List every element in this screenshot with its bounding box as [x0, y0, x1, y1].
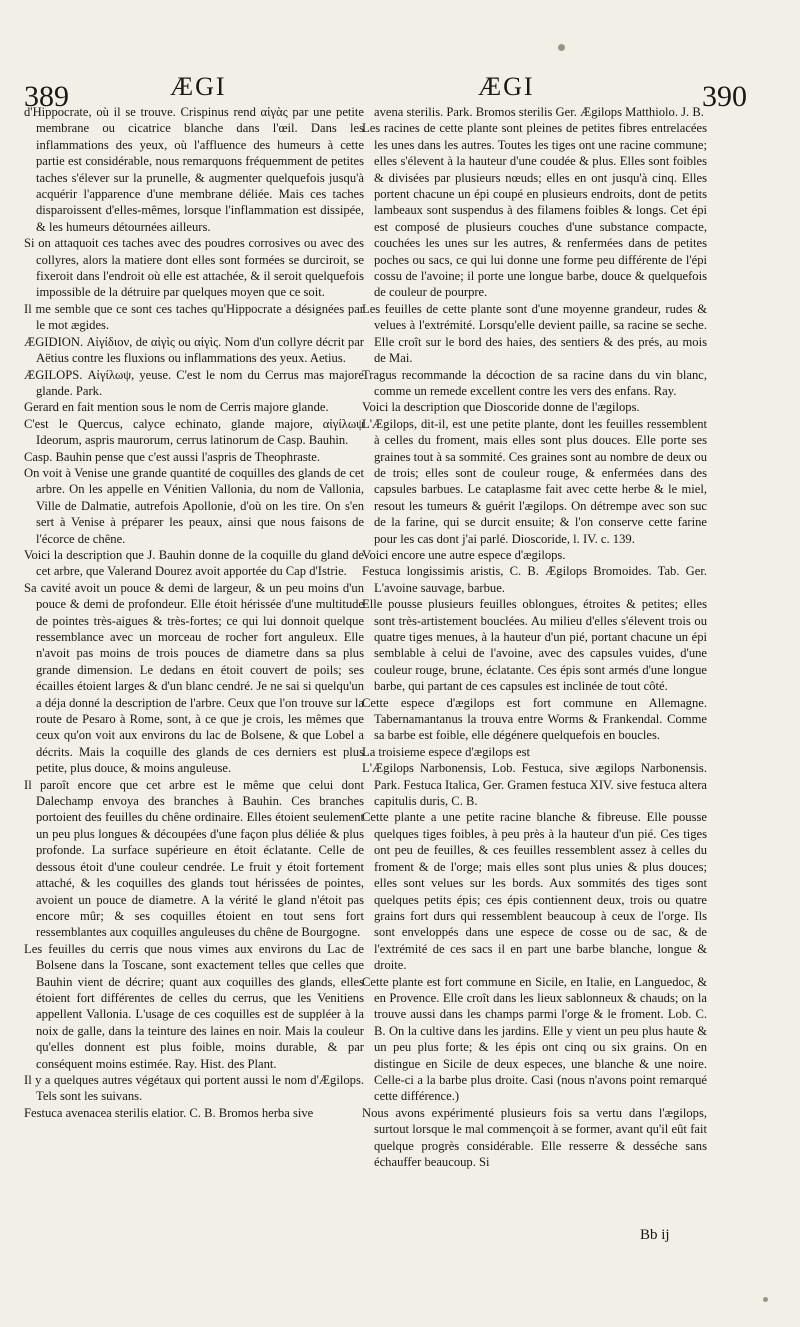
entry-aegidion: ÆGIDION. Αἰγίδιον, de αἰγὶς ou αἰγὶς. Nom d'un collyre décrit par Aëtius contre les fluxions ou inflammations des yeux. Aetius.	[24, 334, 364, 366]
paragraph: Voici la description que Dioscoride donne de l'ægilops.	[362, 400, 640, 415]
paragraph: Nous avons expérimenté plusieurs fois sa vertu dans l'ægilops, surtout lorsque le mal commençoit à se former, avant qu'il eût fait quelque progrès considérable. Elle resserre & desséche sans échauffer beaucoup. Si	[362, 1105, 707, 1169]
paragraph-continued: avena sterilis. Park. Bromos sterilis Ger. Ægilops Matthiolo. J. B.	[374, 105, 704, 119]
paragraph: Cette plante a une petite racine blanche & fibreuse. Elle pousse quelques tiges foibles, à peu près à la hauteur d'un pié. Ces tiges ont peu de feuilles, & ces feuilles ressemblent assez à celles du froment & de l'orge; mais elles sont plus unies & plus douces; elles sont velues sur les bords. Aux sommités des tiges sont quelques petits épis; ces épis contiennent deux, trois ou quatre grains fort durs qui ressemblent beaucoup à ceux de l'orge. Ils sont enveloppés dans une espece de cosse ou de sac, & de l'extrémité de ces sacs il en part une barbe blanche, longue & droite.	[362, 810, 707, 973]
paragraph: Elle pousse plusieurs feuilles oblongues, étroites & petites; elles sont très-artistement bouclées. Au milieu d'elles s'élevent trois ou quatre tiges menues, à la hauteur d'un pié, portant chacune un épi semblable à celui de l'avoine, avec des capsules vuides, d'une couleur rouge, brune, éclatante. Ces épis sont armés d'une longue barbe, qui partant de ces capsules est inclinée de tout côté.	[362, 597, 707, 694]
paragraph: Gerard en fait mention sous le nom de Cerris majore glande.	[24, 400, 329, 415]
right-text-column	[362, 104, 707, 1170]
paragraph: La troisieme espece d'ægilops est	[362, 744, 531, 759]
paragraph: Les racines de cette plante sont pleines de petites fibres entrelacées les unes dans les autres. Toutes les tiges ont une racine commune; elles s'élevent à la hauteur d'une coudée & plus. Elles sont foibles & divisées par plusieurs nœuds; elles en ont jusqu'à cinq. Elles portent chacune un épi coupé en plusieurs endroits, dont de petits lambeaux sont suspendus à des filamens foibles & longs. Cet épi est composé de plusieurs couches d'une substance compacte, couchées les unes sur les autres, & renfermées dans de petites poches ou sacs, ce qui lui donne une forme peu différente de l'épi cossu de l'avoine; il porte une longue barbe, douce & quelquefois de couleur de pourpre.	[362, 121, 707, 300]
left-page-number: 389	[24, 80, 69, 113]
paragraph: Sa cavité avoit un pouce & demi de largeur, & un peu moins d'un pouce & demi de profondeur. Elle étoit hérissée d'une multitude de pointes très-aigues & très-fortes; ce qui lui donnoit quelque ressemblance avec un morceau de rocher fort anguleux. Elle n'avoit pas moins de trois pouces de diametre dans sa plus grande dimension. Le dedans en étoit couvert de poils; ses écailles étoient larges & d'un blanc cendré. Je ne sai si quelqu'un a déja donné la description de l'arbre. Ceux que l'on trouve sur la route de Pesaro à Rome, sont, à ce que je crois, les mêmes que ceux qu'on voit aux environs du lac de Bolsene, & que Lobel a décrits. Mais la coquille des glands de ces derniers est plus petite, plus douce, & moins anguleuse.	[24, 580, 364, 776]
paragraph: Il y a quelques autres végétaux qui portent aussi le nom d'Ægilops. Tels sont les suivans.	[24, 1072, 364, 1104]
ink-speck	[763, 1297, 768, 1302]
left-text-column	[24, 104, 364, 1121]
ink-speck	[558, 44, 565, 51]
entry-aegilops: ÆGILOPS. Αἰγίλωψ, yeuse. C'est le nom du Cerrus mas majore glande. Park.	[24, 367, 364, 398]
paragraph: L'Ægilops, dit-il, est une petite plante, dont les feuilles ressemblent à celles du froment, mais elles sont plus douces. Elle porte ses graines tout à sa sommité. Ces graines sont au nombre de deux ou de trois; elles sont de couleur rouge, & enfermées dans des capsules barbues. Le cataplasme fait avec cette herbe & le miel, resout les tumeurs & guérit l'ægilops. On détrempe avec son suc de la farine, qui se durcit ensuite; & l'on conserve cette farine pour les cas dont j'ai parlé. Dioscoride, l. IV. c. 139.	[362, 416, 707, 546]
paragraph: Voici la description que J. Bauhin donne de la coquille du gland de cet arbre, que Valerand Dourez avoit apportée du Cap d'Istrie.	[24, 547, 364, 579]
left-running-head: ÆGI	[170, 72, 227, 101]
paragraph: Les feuilles du cerris que nous vimes aux environs du Lac de Bolsene dans la Toscane, sont exactement telles que celles que Bauhin vient de décrire; quant aux coquilles des glands, elles étoient fort différentes de celles du cerrus, que les Venitiens appellent Vallonia. L'usage de ces coquilles est de suppléer à la noix de galle, dans la teinture des laines en noir. Mais la couleur qu'elles donnent est plus foible, moins durable, & par conséquent moins estimée. Ray. Hist. des Plant.	[24, 941, 364, 1071]
right-running-head: ÆGI	[478, 72, 535, 101]
paragraph: Si on attaquoit ces taches avec des poudres corrosives ou avec des collyres, alors la matiere dont elles sont formées se durciroit, se fixeroit dans l'endroit où elle est attachée, & il seroit quelquefois impossible de la détruire par quelques moyen que ce soit.	[24, 236, 364, 300]
paragraph: On voit à Venise une grande quantité de coquilles des glands de cet arbre. On les appelle en Vénitien Vallonia, du nom de Vallonia, Ville de Dalmatie, autrefois Apollonie, d'où on les tire. On s'en sert à Venise à préparer les peaux, ainsi que nous faisons de l'écorce de chêne.	[24, 465, 364, 546]
paragraph: Il paroît encore que cet arbre est le même que celui dont Dalechamp envoya des branches à Bauhin. Ces branches portoient des feuilles du chêne ordinaire. Elles étoient seulement un peu plus longues & découpées d'une façon plus déliée & plus profonde. La surface supérieure en étoit éclatante. Celle de dessous étoit d'une couleur cendrée. Le fruit y étoit fortement attaché, & les coquilles des glands tout hérissées de pointes, avoient un pouce de diametre. A la vérité le gland n'étoit pas encore mûr; & ses coquilles étoient en tout sens fort ressemblantes aux coquilles anguleuses du chêne de Bourgogne.	[24, 777, 364, 940]
right-page-number: 390	[702, 80, 747, 113]
paragraph: Tragus recommande la décoction de sa racine dans du vin blanc, comme un remede excellent contre les vers des enfans. Ray.	[362, 367, 707, 398]
paragraph: d'Hippocrate, où il se trouve. Crispinus rend αἰγὰς par une petite membrane ou cicatrice blanche dans l'œil. Dans les inflammations des yeux, où l'affluence des humeurs à cette partie est considérable, nous remarquons fréquemment de petites taches s'élever sur la prunelle, & augmenter quelquefois jusqu'à acquérir l'apparence d'une membrane déliée. Mais ces taches disparoissent d'elles-mêmes, lorsque l'inflammation est dissipée, & les humeurs détournées ailleurs.	[24, 105, 364, 234]
paragraph: Les feuilles de cette plante sont d'une moyenne grandeur, rudes & velues à l'extrémité. Lorsqu'elle devient paille, sa racine se seche. Elle croît sur le bord des haies, des sentiers & des prés, au mois de Mai.	[362, 301, 707, 366]
paragraph: Cette plante est fort commune en Sicile, en Italie, en Languedoc, & en Provence. Elle croît dans les lieux sablonneux & chauds; on la trouve aussi dans les champs parmi l'orge & le froment. Lob. C. B. On la cultive dans les jardins. Elle y vient un peu plus haute & un peu plus forte; & les épis ont cinq ou six grains. On en distingue en Sicile de deux especes, une blanche & une noire. Celle-ci a la barbe plus droite. Casi (nous n'avons point remarqué cette différence.)	[362, 974, 707, 1104]
paragraph: Festuca longissimis aristis, C. B. Ægilops Bromoides. Tab. Ger. L'avoine sauvage, barbue.	[362, 564, 707, 595]
paragraph: Voici encore une autre espece d'ægilops.	[362, 547, 566, 562]
paragraph: C'est le Quercus, calyce echinato, glande majore, αἰγίλωψ Ideorum, aspris maurorum, cerrus latinorum de Casp. Bauhin.	[24, 416, 364, 448]
paragraph: Cette espece d'ægilops est fort commune en Allemagne. Tabernamantanus la trouva entre Worms & Frankendal. Comme sa barbe est foible, elle dégénere quelquefois en boucles.	[362, 695, 707, 743]
paragraph: Casp. Bauhin pense que c'est aussi l'aspris de Theophraste.	[24, 449, 320, 464]
signature-mark: Bb ij	[640, 1227, 670, 1243]
paragraph: Il me semble que ce sont ces taches qu'Hippocrate a désignées par le mot ægides.	[24, 301, 364, 333]
paragraph: L'Ægilops Narbonensis, Lob. Festuca, sive ægilops Narbonensis. Park. Festuca Italica, Ger. Gramen festuca XIV. sive festuca altera capitulis duris, C. B.	[362, 761, 708, 809]
paragraph: Festuca avenacea sterilis elatior. C. B. Bromos herba sive	[24, 1105, 314, 1120]
